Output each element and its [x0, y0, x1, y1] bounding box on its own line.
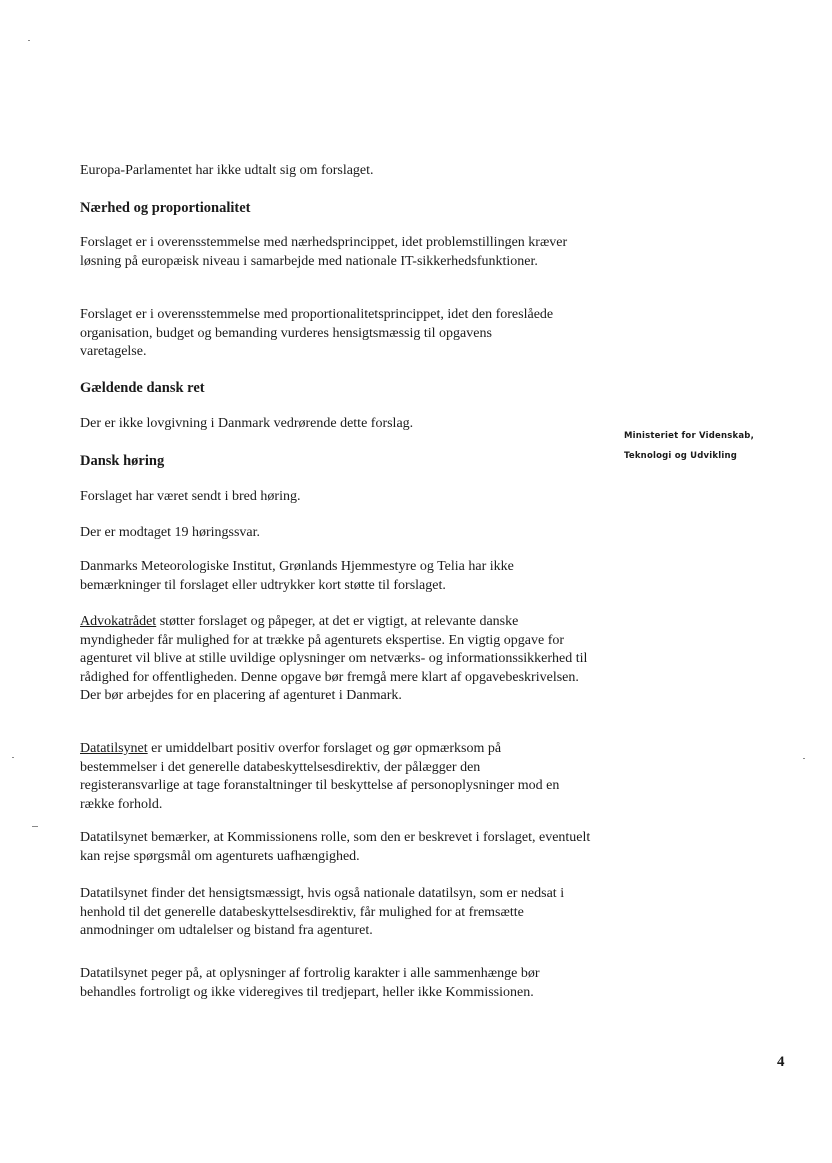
- scan-speck: [803, 758, 805, 759]
- datatilsynet-text: er umiddelbart positiv overfor forslaget og gør opmærksom på bestemmelser i det generelle databeskyttelsesdirektiv, der pålægger den registeransvarlige at tage foranstaltninger til beskyttelse af personoplysninger mod en række forhold.: [80, 741, 560, 812]
- paragraph-no-remarks: Danmarks Meteorologiske Institut, Grønlands Hjemmestyre og Telia har ikke bemærkninger til forslaget eller udtrykker kort støtte til forslaget.: [80, 559, 514, 593]
- paragraph-parliament: Europa-Parlamentet har ikke udtalt sig om forslaget.: [80, 163, 374, 178]
- paragraph-subsidiarity: Forslaget er i overensstemmelse med nærhedsprincippet, idet problemstillingen kræver løsning på europæisk niveau i samarbejde med nationale IT-sikkerhedsfunktioner.: [80, 235, 568, 269]
- paragraph-proportionality: Forslaget er i overensstemmelse med proportionalitetsprincippet, idet den foreslåede organisation, budget og bemanding vurderes hensigtsmæssig til opgavens varetagelse.: [80, 307, 554, 359]
- paragraph-hearing-sent: Forslaget har været sendt i bred høring.: [80, 489, 301, 504]
- paragraph-dt-role: Datatilsynet bemærker, at Kommissionens rolle, som den er beskrevet i forslaget, eventuelt kan rejse spørgsmål om agenturets uafhængighed.: [80, 830, 591, 864]
- heading-proportionality: Nærhed og proportionalitet: [80, 200, 251, 216]
- paragraph-advokatraadet: [80, 613, 595, 706]
- datatilsynet-name: Datatilsynet: [80, 741, 148, 756]
- advokatraadet-name: Advokatrådet: [80, 614, 157, 629]
- scan-speck: [12, 757, 14, 758]
- advokatraadet-text: støtter forslaget og påpeger, at det er vigtigt, at relevante danske myndigheder får mulighed for at trække på agenturets ekspertise. En vigtig opgave for agenturet vil blive at stille uvildige oplysninger om netværks- og informationssikkerhed til rådighed for offentligheden. Denne opgave bør fremgå mere klart af opgavebeskrivelsen. Der bør arbejdes for en placering af agenturet i Danmark.: [80, 614, 588, 703]
- ministry-sidebar: [624, 426, 754, 466]
- heading-danish-law: Gældende dansk ret: [80, 380, 205, 396]
- heading-hearing: Dansk høring: [80, 453, 165, 469]
- paragraph-datatilsynet: [80, 740, 570, 814]
- ministry-line-1: Ministeriet for Videnskab,: [624, 431, 755, 441]
- paragraph-danish-law: Der er ikke lovgivning i Danmark vedrørende dette forslag.: [80, 416, 414, 431]
- paragraph-dt-confidential: Datatilsynet peger på, at oplysninger af fortrolig karakter i alle sammenhænge bør behandles fortroligt og ikke videregives til tredjepart, heller ikke Kommissionen.: [80, 966, 540, 1000]
- ministry-line-2: Teknologi og Udvikling: [624, 451, 738, 461]
- scan-speck: [32, 826, 38, 827]
- scan-speck: [28, 40, 30, 41]
- page-number: 4: [777, 1054, 785, 1070]
- paragraph-dt-national: Datatilsynet finder det hensigtsmæssigt, hvis også nationale datatilsyn, som er nedsat i henhold til det generelle databeskyttelsesdirektiv, får mulighed for at fremsætte anmodninger om udtalelser og bistand fra agenturet.: [80, 886, 565, 938]
- paragraph-hearing-count: Der er modtaget 19 høringssvar.: [80, 525, 261, 540]
